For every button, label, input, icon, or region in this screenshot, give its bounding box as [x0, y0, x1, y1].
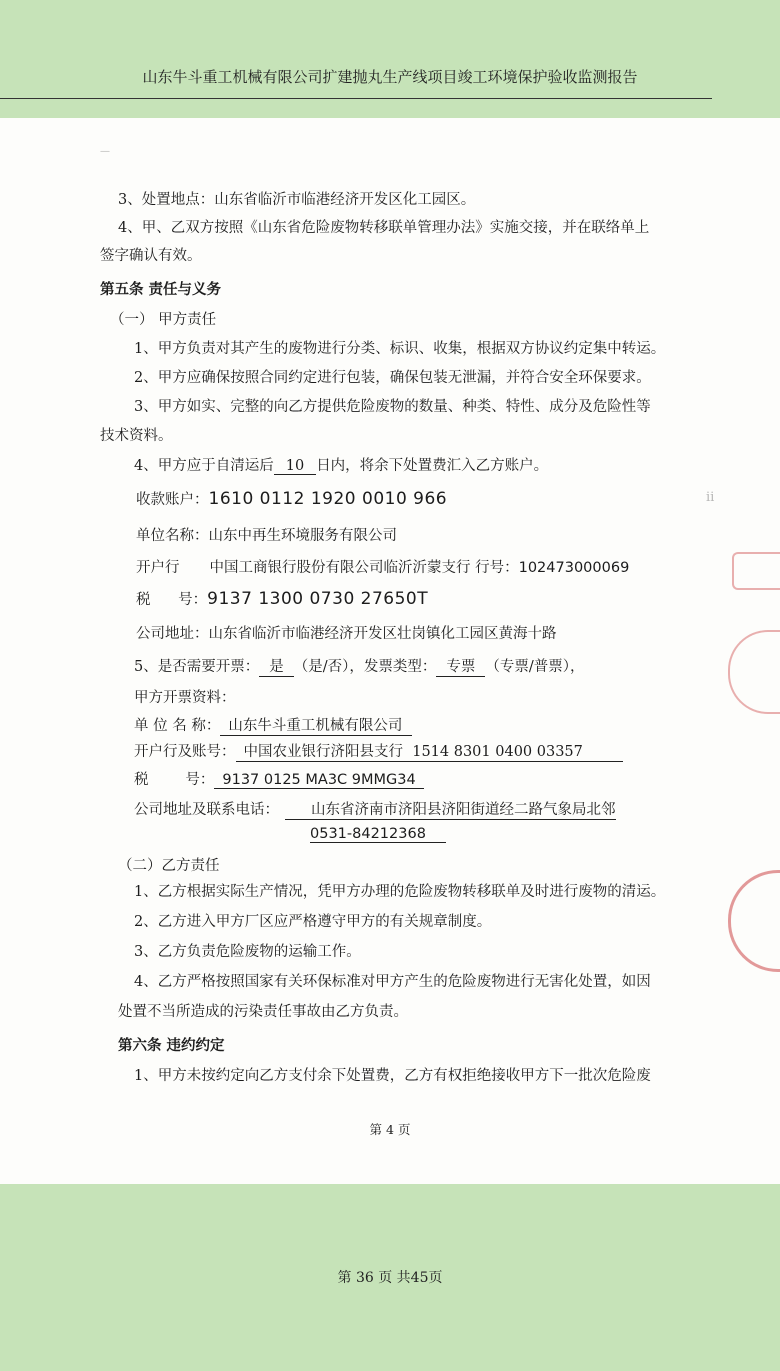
inner-page-number: 第 4 页 — [369, 1122, 411, 1137]
party-a-item-3-cont: 技术资料。 — [100, 428, 173, 444]
days-value: 10 — [274, 458, 316, 475]
party-b-item-1: 1、乙方根据实际生产情况，凭甲方办理的危险废物转移联单及时进行废物的清运。 — [134, 884, 666, 900]
billing-address-value: 山东省济南市济阳县济阳街道经二路气象局北邻 — [285, 798, 616, 820]
header-rule — [0, 98, 712, 99]
article-five-heading: 第五条 责任与义务 — [100, 281, 222, 298]
party-a-heading: （一） 甲方责任 — [110, 312, 217, 328]
header-title: 山东牛斗重工机械有限公司扩建抛丸生产线项目竣工环境保护验收监测报告 — [142, 68, 638, 86]
billing-bank: 开户行及账号： 中国农业银行济阳县支行 1514 8301 0400 03357 — [134, 740, 623, 762]
invoice-required: 5、是否需要开票： 是 （是/否），发票类型： 专票 （专票/普票）， — [134, 655, 585, 677]
party-b-item-4: 4、乙方严格按照国家有关环保标准对甲方产生的危险废物进行无害化处置，如因 — [134, 974, 651, 990]
opening-bank-value: 中国工商银行股份有限公司临沂沂蒙支行 — [209, 560, 471, 576]
opening-bank: 开户行 中国工商银行股份有限公司临沂沂蒙支行 行号：102473000069 — [136, 560, 630, 576]
tax-number: 税 号：9137 1300 0730 27650T — [136, 589, 429, 609]
billing-tax-value: 9137 0125 MA3C 9MMG34 — [214, 772, 423, 789]
billing-bank-value: 中国农业银行济阳县支行 1514 8301 0400 03357 — [236, 740, 623, 762]
party-a-item-1: 1、甲方负责对其产生的废物进行分类、标识、收集，根据双方协议约定集中转运。 — [134, 341, 666, 357]
tax-number-value: 9137 1300 0730 27650T — [207, 589, 429, 609]
billing-tax: 税 号： 9137 0125 MA3C 9MMG34 — [134, 768, 424, 789]
scan-mark: — — [100, 146, 110, 157]
scanned-page — [0, 118, 780, 1184]
bank-code: 102473000069 — [518, 560, 630, 576]
seal-fragment-lower — [728, 870, 780, 972]
party-b-item-2: 2、乙方进入甲方厂区应严格遵守甲方的有关规章制度。 — [134, 914, 492, 930]
billing-phone: 0531-84212368 — [310, 826, 446, 843]
footer-page-number: 第 36 页 共45页 — [337, 1270, 443, 1286]
company-address: 公司地址：山东省临沂市临港经济开发区壮岗镇化工园区黄海十路 — [136, 626, 557, 642]
breach-item-1: 1、甲方未按约定向乙方支付余下处置费，乙方有权拒绝接收甲方下一批次危险废 — [134, 1068, 651, 1084]
line-handover-cont: 签字确认有效。 — [100, 248, 202, 264]
seal-fragment-middle — [728, 630, 780, 714]
party-b-item-4-cont: 处置不当所造成的污染责任事故由乙方负责。 — [118, 1004, 408, 1020]
party-b-item-3: 3、乙方负责危险废物的运输工作。 — [134, 944, 361, 960]
billing-unit: 单 位 名 称： 山东牛斗重工机械有限公司 — [134, 714, 412, 736]
billing-address: 公司地址及联系电话： 山东省济南市济阳县济阳街道经二路气象局北邻 — [134, 798, 616, 820]
receiving-account: 收款账户：1610 0112 1920 0010 966 — [136, 489, 448, 509]
party-a-item-2: 2、甲方应确保按照合同约定进行包装，确保包装无泄漏，并符合安全环保要求。 — [134, 370, 651, 386]
party-a-item-3: 3、甲方如实、完整的向乙方提供危险废物的数量、种类、特性、成分及危险性等 — [134, 399, 651, 415]
company-address-value: 山东省临沂市临港经济开发区壮岗镇化工园区黄海十路 — [208, 626, 557, 642]
invoice-yes: 是 — [259, 655, 294, 677]
unit-name: 单位名称：山东中再生环境服务有限公司 — [136, 528, 397, 544]
seal-fragment-upper — [732, 552, 780, 590]
line-disposal-site: 3、处置地点：山东省临沂市临港经济开发区化工园区。 — [118, 192, 476, 208]
party-a-item-4: 4、甲方应于自清运后 10 日内，将余下处置费汇入乙方账户。 — [134, 458, 549, 474]
line-handover: 4、甲、乙双方按照《山东省危险废物转移联单管理办法》实施交接，并在联络单上 — [118, 220, 650, 236]
article-six-heading: 第六条 违约约定 — [118, 1037, 225, 1054]
billing-unit-value: 山东牛斗重工机械有限公司 — [220, 714, 412, 736]
invoice-type: 专票 — [436, 655, 485, 677]
party-b-heading: （二）乙方责任 — [118, 858, 220, 874]
stamp-smudge: ⅱ — [706, 490, 715, 505]
unit-name-value: 山东中再生环境服务有限公司 — [208, 528, 397, 544]
account-number: 1610 0112 1920 0010 966 — [208, 489, 448, 509]
party-a-billing-heading: 甲方开票资料： — [134, 690, 236, 706]
